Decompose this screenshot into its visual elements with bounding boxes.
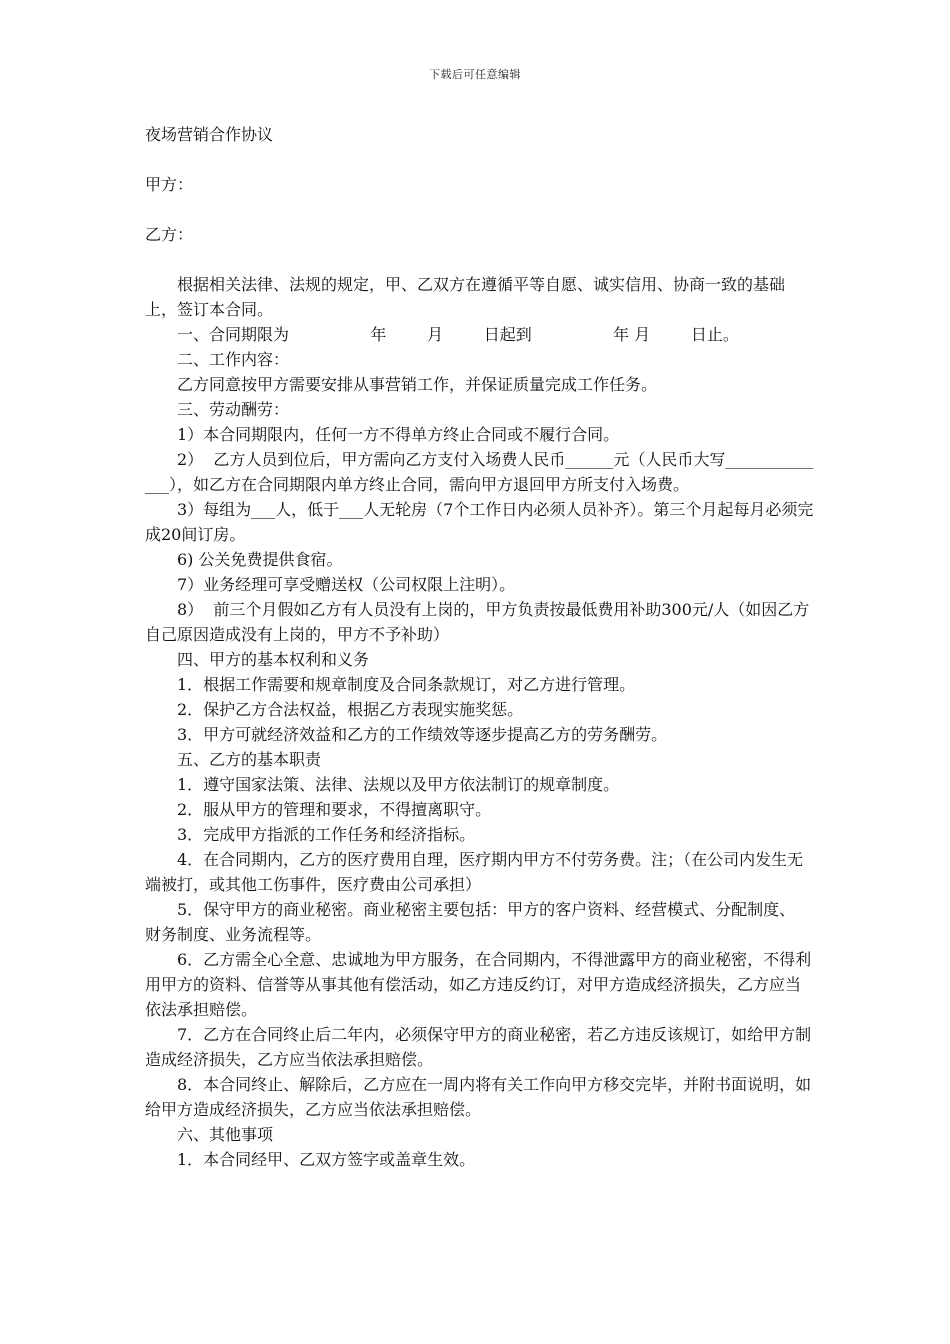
party-b-line: 乙方： [145, 225, 194, 244]
party-a-rights-item-3: 3．甲方可就经济效益和乙方的工作绩效等逐步提高乙方的劳务酬劳。 [177, 725, 668, 744]
section-heading-other-matters: 六、其他事项 [177, 1125, 274, 1144]
party-a-rights-item-2: 2．保护乙方合法权益，根据乙方表现实施奖惩。 [177, 700, 524, 719]
party-b-duties-item-3: 3．完成甲方指派的工作任务和经济指标。 [177, 825, 476, 844]
section-heading-party-a-rights: 四、甲方的基本权利和义务 [177, 650, 370, 669]
party-b-duties-item-8: 8．本合同终止、解除后，乙方应在一周内将有关工作向甲方移交完毕，并附书面说明，如给甲方造成经济损失，乙方应当依法承担赔偿。 [145, 1075, 812, 1119]
party-b-duties-item-2: 2．服从甲方的管理和要求，不得擅离职守。 [177, 800, 492, 819]
party-a-line: 甲方： [145, 175, 194, 194]
party-b-duties-item-7: 7．乙方在合同终止后二年内，必须保守甲方的商业秘密，若乙方违反该规订，如给甲方制造成经济损失，乙方应当依法承担赔偿。 [145, 1025, 812, 1069]
party-b-duties-item-6: 6．乙方需全心全意、忠诚地为甲方服务，在合同期内，不得泄露甲方的商业秘密，不得利用甲方的资料、信誉等从事其他有偿活动，如乙方违反约订，对甲方造成经济损失，乙方应当依法承担赔偿。 [145, 950, 812, 1019]
document-body [145, 122, 815, 1172]
work-content-paragraph: 乙方同意按甲方需要安排从事营销工作，并保证质量完成工作任务。 [177, 375, 658, 394]
remuneration-item-3: 3）每组为___人，低于___人无轮房（7个工作日内必须人员补齐）。第三个月起每月必须完成20间订房。 [145, 500, 814, 544]
remuneration-item-1: 1）本合同期限内，任何一方不得单方终止合同或不履行合同。 [177, 425, 620, 444]
document-title: 夜场营销合作协议 [145, 125, 274, 144]
other-matters-item-1: 1．本合同经甲、乙双方签字或盖章生效。 [177, 1150, 476, 1169]
header-note: 下载后可任意编辑 [429, 68, 521, 81]
party-a-rights-item-1: 1．根据工作需要和规章制度及合同条款规订，对乙方进行管理。 [177, 675, 636, 694]
section-heading-work-content: 二、工作内容： [177, 350, 290, 369]
remuneration-item-6: 6) 公关免费提供食宿。 [177, 550, 343, 569]
intro-paragraph: 根据相关法律、法规的规定，甲、乙双方在遵循平等自愿、诚实信用、协商一致的基础上，签订本合同。 [145, 275, 786, 319]
remuneration-item-2: 2） 乙方人员到位后，甲方需向乙方支付入场费人民币______元（人民币大写______________），如乙方在合同期限内单方终止合同，需向甲方退回甲方所支付入场费。 [145, 450, 814, 494]
section-heading-party-b-duties: 五、乙方的基本职责 [177, 750, 322, 769]
party-b-duties-item-1: 1．遵守国家法策、法律、法规以及甲方依法制订的规章制度。 [177, 775, 620, 794]
party-b-duties-item-5: 5．保守甲方的商业秘密。商业秘密主要包括：甲方的客户资料、经营模式、分配制度、 财务制度、业务流程等。 [145, 900, 801, 944]
remuneration-item-7: 7）业务经理可享受赠送权（公司权限上注明）。 [177, 575, 516, 594]
section-heading-remuneration: 三、劳动酬劳： [177, 400, 290, 419]
party-b-duties-item-4: 4．在合同期内，乙方的医疗费用自理，医疗期内甲方不付劳务费。注；（在公司内发生无端被打，或其他工伤事件，医疗费由公司承担） [145, 850, 804, 894]
remuneration-item-8: 8） 前三个月假如乙方有人员没有上岗的，甲方负责按最低费用补助300元/人（如因乙方自己原因造成没有上岗的，甲方不予补助） [145, 600, 810, 644]
contract-term-paragraph: 一、合同期限为 年 月 日起到 年 月 日止。 [177, 325, 739, 344]
